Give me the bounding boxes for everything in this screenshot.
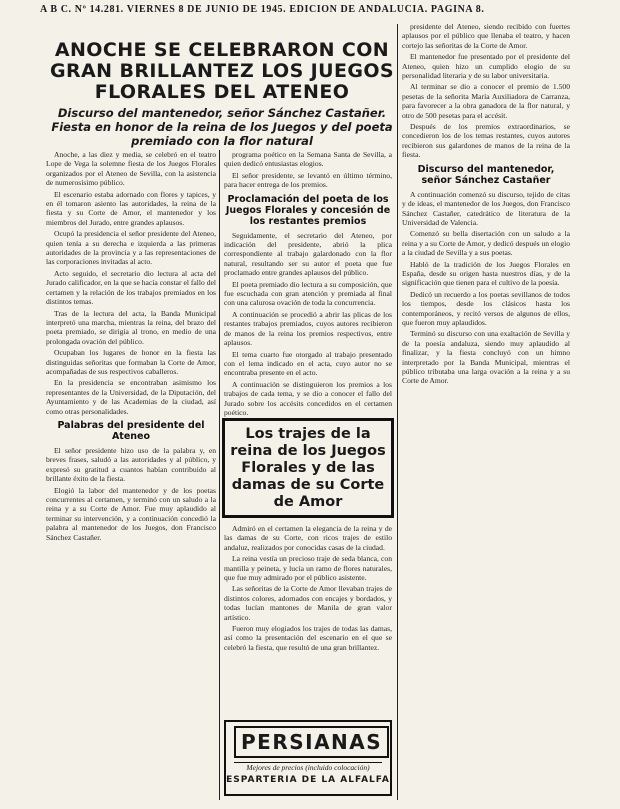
section-title: Palabras del presidente del Ateneo [57,419,205,442]
paragraph: La reina vestía un precioso traje de seda blanca, con mantilla y peineta, y lucía un ramo de flores naturales, que fue muy admirado por el público asistente. [224,554,392,583]
column-divider [219,150,220,800]
box-title: Los trajes de la reina de los Juegos Florales y de las damas de su Corte de Amor [230,425,386,510]
paragraph: El señor presidente, se levantó en último término, para hacer entrega de los premios. [224,170,392,190]
column-1 [46,150,216,800]
paragraph: El mantenedor fue presentado por el presidente del Ateneo, quien hizo un cumplido elogio de su personalidad literaria y de su labor universitaria. [402,52,570,81]
column-2 [224,150,392,417]
paragraph: Tras de la lectura del acta, la Banda Municipal interpretó una marcha, mientras la reina, del brazo del poeta premiado, se dirigía al trono, en medio de una prolongada ovación del público. [46,308,216,346]
paragraph: Acto seguido, el secretario dio lectura al acta del Jurado calificador, en la que se hacía constar el fallo del certamen y la relación de los trabajos premiados en los distintos temas. [46,268,216,307]
headline: ANOCHE SE CELEBRARON CON GRAN BRILLANTEZ LOS JUEGOS FLORALES DEL ATENEO [50,39,394,103]
subheadline: Discurso del mantenedor, señor Sánchez Castañer. Fiesta en honor de la reina de los Juegos y del poeta premiado con la flor natural [51,106,393,148]
paragraph: Al terminar se dio a conocer el premio de 1.500 pesetas de la señorita María Auxiliadora de Carranza, para favorecer a la obra ganadora de la flor natural, y otro de 500 pesetas para el accésit. [402,82,570,120]
paragraph: A continuación se procedió a abrir las plicas de los restantes trabajos premiados, cuyos autores recibieron de manos de la reina los premios respectivos, entre aplausos. [224,309,392,348]
paragraph: Terminó su discurso con una exaltación de Sevilla y de la poesía andaluza, siendo muy aplaudido al finalizar, y la fiesta concluyó con un himno interpretado por la Banda Municipal, mientras el público tributaba una larga ovación a la reina y a su Corte de Amor. [402,329,570,386]
paragraph: El poeta premiado dio lectura a su composición, que fue escuchada con gran atención y premiada al final con una calurosa ovación de toda la concurrencia. [224,279,392,308]
paragraph: presidente del Ateneo, siendo recibido con fuertes aplausos por el público que llenaba el teatro, y hacen cortejo las señoritas de la Corte de Amor. [402,22,570,50]
paragraph: El señor presidente hizo uso de la palabra y, en breves frases, saludó a las autoridades y al público, y expresó su gratitud a cuantos habían contribuido al brillante éxito de la fiesta. [46,445,216,484]
paragraph: Fueron muy elogiados los trajes de todas las damas, así como la presentación del escenario en el que se celebró la fiesta, que resultó de una gran brillantez. [224,624,392,652]
paragraph: Ocupaban los lugares de honor en la fiesta las distinguidas señoritas que formaban la Corte de Amor, acompañadas de sus respectivos caballeros. [46,348,216,376]
page-masthead: A B C. Nº 14.281. VIERNES 8 DE JUNIO DE 1945. EDICION DE ANDALUCIA. PAGINA 8. [40,4,485,15]
persianas-advertisement [224,720,392,796]
paragraph: Seguidamente, el secretario del Ateneo, por indicación del presidente, abrió la plica correspondiente al trabajo galardonado con la flor natural, resultando ser su autor el poeta que fue proclamado entre grandes aplausos del público. [224,230,392,278]
column-3 [402,22,570,802]
paragraph: A continuación comenzó su discurso, tejido de citas y de ideas, el mantenedor de los Juegos, don Francisco Sánchez Castañer, catedrático de literatura de la Universidad de Valencia. [402,189,570,227]
ad-subtitle: Mejores de precios (incluido colocación) [246,763,370,772]
paragraph: Después de los premios extraordinarios, se concedieron los de los temas restantes, cuyos autores recibieron sus galardones de manos de la reina de la fiesta. [402,122,570,160]
paragraph: Habló de la tradición de los Juegos Florales en España, desde su origen hasta nuestros días, y de la significación que tienen para el cultivo de la poesía. [402,259,570,288]
ad-frame [234,726,382,763]
paragraph: Admiró en el certamen la elegancia de la reina y de las damas de su Corte, con ricos trajes de estilo andaluz, realizados por conocidas casas de la ciudad. [224,524,392,552]
section-title: Proclamación del poeta de los Juegos Florales y concesión de los restantes premios [225,193,391,227]
trajes-box [222,418,394,518]
paragraph: El tema cuarto fue otorgado al trabajo presentado con el lema indicado en el acta, cuyo autor no se encontraba presente en el acto. [224,349,392,378]
paragraph: Dedicó un recuerdo a los poetas sevillanos de todos los tiempos, desde los clásicos hasta los contemporáneos, y recitó versos de algunos de ellos, que fueron muy aplaudidos. [402,289,570,327]
paragraph: programa poético en la Semana Santa de Sevilla, a quien dedicó entusiastas elogios. [224,150,392,169]
paragraph: En la presidencia se encontraban asimismo los representantes de la Universidad, de la Diputación, del Ayuntamiento y de las Academias de la ciudad, así como otras personalidades. [46,378,216,416]
paragraph: A continuación se distinguieron los premios a los trabajos de cada tema, y se dio a conocer el fallo del Jurado sobre los accésits concedidos en el certamen poético. [224,379,392,417]
paragraph: El escenario estaba adornado con flores y tapices, y en él tomaron asiento las autoridades, la reina de la fiesta y su Corte de Amor, el mantenedor y los miembros del Jurado, entre grandes aplausos. [46,189,216,227]
column-divider [397,24,398,800]
paragraph: Comenzó su bella disertación con un saludo a la reina y a su Corte de Amor, y dedicó después un elogio a la ciudad de Sevilla y a sus poetas. [402,229,570,258]
paragraph: Anoche, a las diez y media, se celebró en el teatro Lope de Vega la solemne fiesta de los Juegos Florales organizados por el Ateneo de Sevilla, con la asistencia de numerosísimo público. [46,150,216,188]
column-2-lower [224,524,392,714]
section-title: Discurso del mantenedor, señor Sánchez Castañer [417,163,555,186]
ad-brand: PERSIANAS [234,726,389,758]
paragraph: Elogió la labor del mantenedor y de los poetas concurrentes al certamen, y terminó con un saludo a la reina y a su Corte de Amor. Fue muy aplaudido al terminar su intervención, y a continuación concedió la palabra al mantenedor de los Juegos, don Francisco Sánchez Castañer. [46,485,216,542]
paragraph: Ocupó la presidencia el señor presidente del Ateneo, quien tenía a su derecha e izquierda a las primeras autoridades de la provincia y a las representaciones de las corporaciones invitadas al acto. [46,229,216,267]
ad-store: ESPARTERIA DE LA ALFALFA [226,775,390,785]
paragraph: Las señoritas de la Corte de Amor llevaban trajes de distintos colores, adornados con encajes y bordados, y todas lucían mantones de Manila de gran valor artístico. [224,584,392,622]
